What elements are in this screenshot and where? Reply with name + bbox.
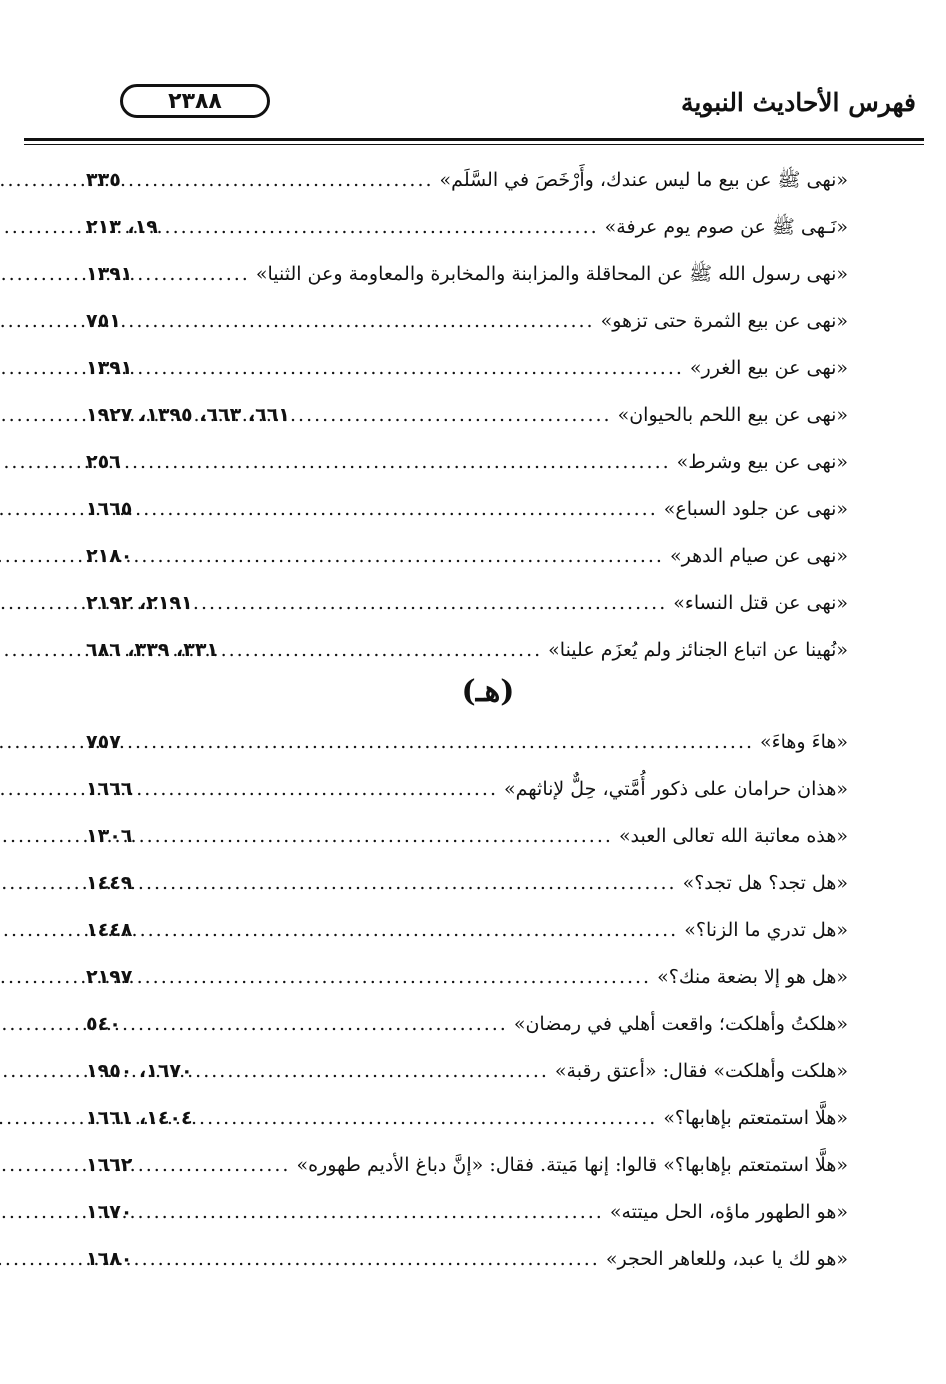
page-reference: ١٦٦٢ (86, 1154, 133, 1176)
dot-leader (127, 299, 595, 343)
header-title: فهرس الأحاديث النبوية (680, 88, 916, 117)
page-reference: ١٦٨٠ (86, 1248, 133, 1270)
hadith-text: «نَـهى ﷺ عن صوم يوم عرفة» (604, 216, 848, 238)
page-reference: ٢١٩٧ (86, 966, 133, 988)
page-reference: ١٦٧٠، ١٩٥٠ (86, 1060, 193, 1082)
hadith-text: «هل هو إلا بضعة منك؟» (657, 966, 848, 988)
dot-leader (138, 1143, 290, 1187)
index-entry (86, 1190, 848, 1234)
index-entry (86, 1143, 848, 1187)
hadith-text: «نُهينا عن اتباع الجنائز ولم يُعزَم علينا» (548, 639, 848, 661)
index-entry (86, 908, 848, 952)
dot-leader (138, 1237, 599, 1281)
page-reference: ١٤٤٩ (86, 872, 133, 894)
page-number-badge: ٢٣٨٨ (120, 84, 270, 118)
page-reference: ١٦٦٦ (86, 778, 133, 800)
index-entry (86, 534, 848, 578)
hadith-text: «نهى ﷺ عن بيع ما ليس عندك، وأَرْخَصَ في السَّلَم» (439, 169, 848, 191)
index-entry (86, 628, 848, 672)
dot-leader (296, 393, 612, 437)
index-entry (86, 1002, 848, 1046)
dot-leader (138, 767, 498, 811)
index-entry (86, 861, 848, 905)
hadith-text: «هلكت وأهلكت» فقال: «أعتق رقبة» (554, 1060, 848, 1082)
index-entry (86, 205, 848, 249)
dot-leader (138, 1190, 603, 1234)
hadith-text: «نهى عن بيع وشرط» (676, 451, 848, 473)
dot-leader (127, 440, 671, 484)
page-reference: ١٩، ٢١٣ (86, 216, 158, 238)
section-heading: (هـ) (461, 674, 515, 709)
dot-leader (138, 534, 664, 578)
page-reference: ٥٤٠ (86, 1013, 121, 1035)
index-entry (86, 487, 848, 531)
hadith-text: «نهى عن قتل النساء» (673, 592, 848, 614)
hadith-text: «هو لك يا عبد، وللعاهر الحجر» (605, 1248, 848, 1270)
hadith-text: «هل تجد؟ هل تجد؟» (682, 872, 848, 894)
page-reference: ٦٦١، ٦٦٣، ١٣٩٥، ١٩٢٧ (86, 404, 290, 426)
dot-leader (138, 487, 657, 531)
page-reference: ١٦٦٥ (86, 498, 133, 520)
hadith-text: «نهى عن بيع الثمرة حتى تزهو» (600, 310, 848, 332)
dot-leader (199, 1049, 549, 1093)
hadith-text: «هذان حرامان على ذكور أُمَّتي، حِلٌّ لإناثهم» (504, 778, 848, 800)
dot-leader (164, 205, 599, 249)
hadith-text: «نهى عن صيام الدهر» (669, 545, 848, 567)
hadith-text: «هلكتُ وأهلكت؛ واقعت أهلي في رمضان» (513, 1013, 848, 1035)
hadith-text: «نهى عن بيع الغرر» (689, 357, 848, 379)
dot-leader (127, 720, 754, 764)
index-entry (86, 393, 848, 437)
index-entry (86, 252, 848, 296)
index-entry (86, 955, 848, 999)
index-entry (86, 299, 848, 343)
dot-leader (199, 1096, 658, 1140)
page-reference: ٢١٨٠ (86, 545, 133, 567)
index-entry (86, 1049, 848, 1093)
index-entry (86, 814, 848, 858)
page-reference: ٢٥٦ (86, 451, 121, 473)
page-reference: ٣٣٥ (86, 169, 121, 191)
dot-leader (138, 861, 676, 905)
page-reference: ١٣٠٦ (86, 825, 133, 847)
dot-leader (127, 1002, 508, 1046)
index-entry (86, 440, 848, 484)
dot-leader (138, 955, 651, 999)
dot-leader (138, 814, 613, 858)
page-reference: ١٣٩١ (86, 263, 133, 285)
dot-leader (138, 346, 684, 390)
index-entry (86, 767, 848, 811)
dot-leader (199, 581, 668, 625)
page-reference: ١٤٤٨ (86, 919, 133, 941)
dot-leader (138, 908, 678, 952)
page-reference: ٢١٩١، ٢١٩٢ (86, 592, 193, 614)
index-entry (86, 581, 848, 625)
page-reference: ٧٥٧ (86, 731, 121, 753)
dot-leader (224, 628, 542, 672)
index-entry (86, 1096, 848, 1140)
index-entry (86, 346, 848, 390)
page-reference: ١٤٠٤، ١٦٦١ (86, 1107, 193, 1129)
page-header (20, 80, 926, 136)
hadith-text: «هلَّا استمتعتم بإهابها؟» (663, 1107, 848, 1129)
header-rule-thin (24, 144, 924, 145)
hadith-text: «هو الطهور ماؤه، الحل ميتته» (609, 1201, 848, 1223)
index-entry (86, 720, 848, 764)
hadith-text: «نهى رسول الله ﷺ عن المحاقلة والمزابنة والمخابرة والمعاومة وعن الثنيا» (255, 263, 848, 285)
hadith-text: «هلَّا استمتعتم بإهابها؟» قالوا: إنها مَيتة. فقال: «إنَّ دباغ الأديم طهوره» (296, 1154, 848, 1176)
header-rule-thick (24, 138, 924, 141)
hadith-text: «هاءَ وهاءَ» (760, 731, 848, 753)
page-reference: ١٦٧٠ (86, 1201, 133, 1223)
hadith-text: «هل تدري ما الزنا؟» (684, 919, 848, 941)
page-reference: ٧٥١ (86, 310, 121, 332)
page-reference: ١٣٩١ (86, 357, 133, 379)
hadith-text: «هذه معاتبة الله تعالى العبد» (618, 825, 848, 847)
index-entry (86, 1237, 848, 1281)
dot-leader (127, 158, 434, 202)
index-entry (86, 158, 848, 202)
hadith-text: «نهى عن بيع اللحم بالحيوان» (617, 404, 848, 426)
dot-leader (138, 252, 249, 296)
hadith-text: «نهى عن جلود السباع» (663, 498, 848, 520)
page-reference: ٣٣١، ٣٣٩، ٦٨٦ (86, 639, 219, 661)
